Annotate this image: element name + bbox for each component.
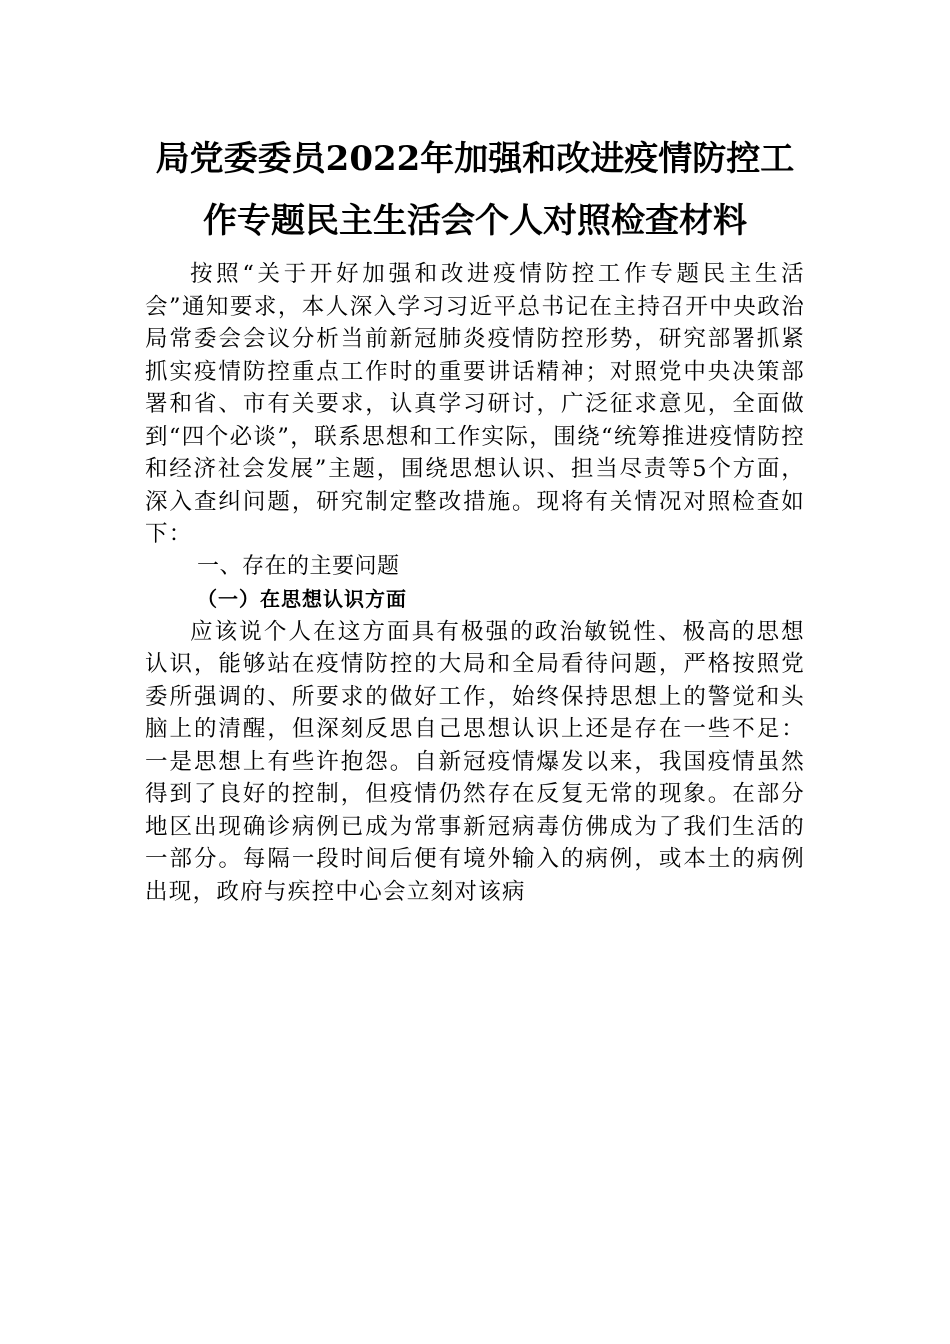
section-heading-problems: 一、存在的主要问题 [197,553,400,579]
subsection-heading-thinking: （一）在思想认识方面 [197,587,407,611]
document-title [120,128,830,252]
subsection-paragraph-thinking: 应该说个人在这方面具有极强的政治敏锐性、极高的思想认识，能够站在疫情防控的大局和全局看待问题，严格按照党委所强调的、所要求的做好工作，始终保持思想上的警觉和头脑上的清醒，但深刻反思自己思想认识上还是存在一些不足：一是思想上有些许抱怨。自新冠疫情爆发以来，我国疫情虽然得到了良好的控制，但疫情仍然存在反复无常的现象。在部分地区出现确诊病例已成为常事新冠病毒仿佛成为了我们生活的一部分。每隔一段时间后便有境外输入的病例，或本土的病例出现，政府与疾控中心会立刻对该病 [145,618,805,905]
title-line-2: 作专题民主生活会个人对照检查材料 [203,201,747,241]
document-body [145,258,805,908]
intro-paragraph: 按照“关于开好加强和改进疫情防控工作专题民主生活会”通知要求，本人深入学习习近平总书记在主持召开中央政治局常委会会议分析当前新冠肺炎疫情防控形势，研究部署抓紧抓实疫情防控重点工作时的重要讲话精神；对照党中央决策部署和省、市有关要求，认真学习研讨，广泛征求意见，全面做到“四个必谈”，联系思想和工作实际，围绕“统筹推进疫情防控和经济社会发展”主题，围绕思想认识、担当尽责等5个方面，深入查纠问题，研究制定整改措施。现将有关情况对照检查如下： [145,261,805,547]
title-line-1: 局党委委员2022年加强和改进疫情防控工 [155,139,795,179]
